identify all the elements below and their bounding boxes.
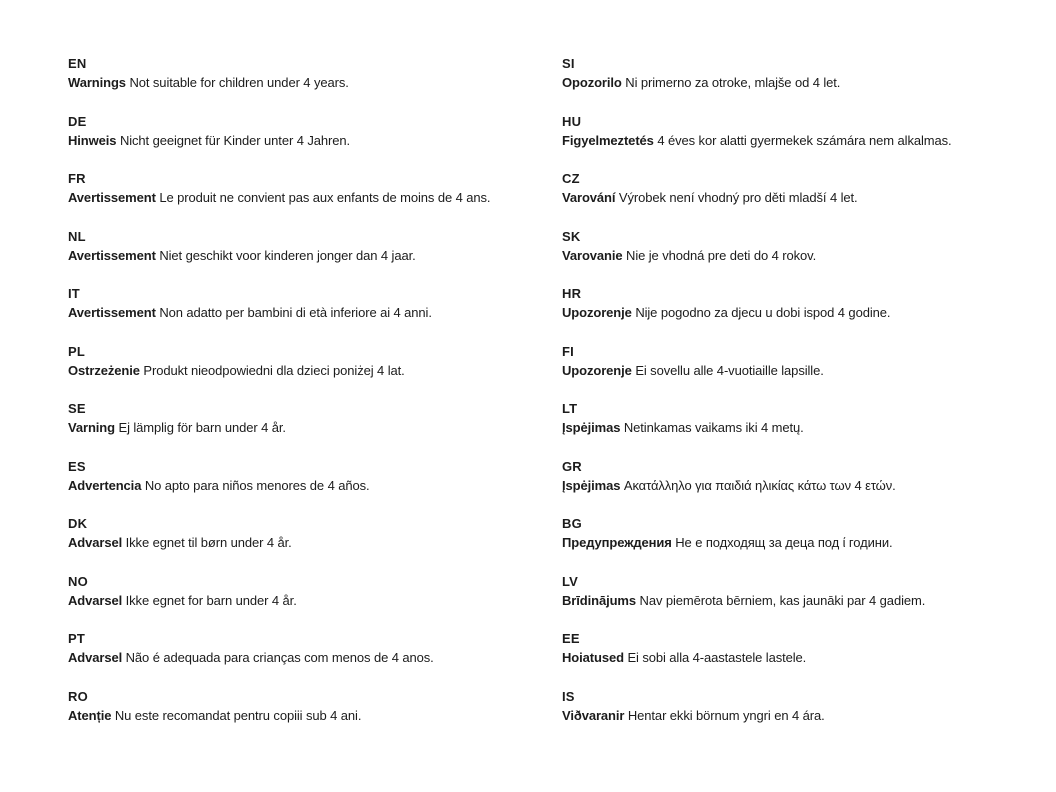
warning-text: Not suitable for children under 4 years. (129, 75, 349, 90)
warnings-column-right (562, 54, 1052, 744)
warning-text: Nicht geeignet für Kinder unter 4 Jahren. (119, 132, 350, 148)
warning-line (562, 303, 1052, 322)
warning-label: Avertissement (68, 305, 156, 320)
language-code: DK (68, 516, 88, 531)
language-code: NL (68, 228, 86, 244)
warning-text: Výrobek není vhodný pro děti mladší 4 let. (618, 190, 858, 205)
warning-label: Ostrzeżenie (68, 362, 140, 378)
warning-entry (68, 342, 558, 380)
warning-entry (562, 169, 1052, 207)
warning-line (562, 73, 1052, 92)
language-code: LV (562, 573, 579, 589)
warning-label: Avertissement (68, 190, 156, 205)
warning-label: Figyelmeztetés (562, 132, 654, 148)
warning-line (68, 706, 558, 725)
warning-text: Hentar ekki börnum yngri en 4 ára. (627, 707, 825, 723)
warning-label: Advarsel (68, 650, 123, 665)
warning-text: Le produit ne convient pas aux enfants de moins de 4 ans. (159, 190, 491, 205)
warning-label: Varování (562, 190, 616, 205)
language-code: PL (68, 343, 86, 359)
warning-line (68, 73, 558, 92)
language-code: GR (562, 458, 582, 474)
language-code: LT (562, 401, 578, 416)
warning-entry (562, 227, 1052, 265)
warning-line (562, 476, 1052, 495)
warning-line (68, 418, 558, 437)
warning-entry (68, 629, 558, 667)
warning-entry (562, 457, 1052, 495)
language-code: SE (68, 401, 86, 416)
warning-line (562, 246, 1052, 265)
warning-label: Varning (68, 420, 115, 435)
warning-text: Nije pogodno za djecu u dobi ispod 4 godine. (635, 305, 891, 320)
language-code: HU (562, 113, 582, 129)
language-code: FR (68, 171, 86, 186)
warning-line (562, 706, 1052, 725)
warning-entry (562, 284, 1052, 322)
warning-label: Atenție (68, 707, 112, 723)
warning-entry (68, 169, 558, 207)
language-code: FI (562, 343, 574, 359)
warning-label: Hoiatused (562, 650, 624, 665)
warning-entry (562, 112, 1052, 150)
language-code: ES (68, 458, 86, 474)
warning-entry (68, 227, 558, 265)
warning-entry (68, 457, 558, 495)
warning-entry (68, 514, 558, 552)
warning-text: Ikke egnet til børn under 4 år. (125, 535, 292, 550)
language-code: IS (562, 688, 575, 704)
language-code: BG (562, 516, 582, 531)
warning-label: Advarsel (68, 535, 123, 550)
language-code: EN (68, 56, 87, 71)
language-code: DE (68, 113, 87, 129)
warning-entry (562, 342, 1052, 380)
warning-entry (68, 284, 558, 322)
warning-line (68, 533, 558, 552)
warning-entry (562, 54, 1052, 92)
warning-label: Hinweis (68, 132, 117, 148)
language-code: NO (68, 573, 88, 589)
warning-line (68, 303, 558, 322)
warning-label: Opozorilo (562, 75, 622, 90)
warning-text: Nav piemērota bērniem, kas jaunāki par 4 gadiem. (639, 592, 926, 608)
warning-line (68, 591, 558, 610)
warning-line (68, 246, 558, 265)
warning-line (562, 591, 1052, 610)
warning-line (68, 361, 558, 380)
warning-label: Advarsel (68, 592, 123, 608)
warning-line (562, 418, 1052, 437)
language-code: SI (562, 56, 575, 71)
warning-text: Nie je vhodná pre deti do 4 rokov. (626, 247, 817, 263)
warning-entry (68, 687, 558, 725)
warning-line (68, 648, 558, 667)
warning-label: Upozorenje (562, 362, 632, 378)
warning-line (562, 648, 1052, 667)
warning-entry (68, 399, 558, 437)
warning-text: Ακατάλληλο για παιδιά ηλικίας κάτω των 4 ετών. (623, 477, 896, 493)
warning-label: Įspėjimas (562, 477, 621, 493)
warning-label: Varovanie (562, 247, 623, 263)
warning-line (562, 188, 1052, 207)
warning-text: Netinkamas vaikams iki 4 metų. (623, 420, 804, 435)
warning-line (562, 533, 1052, 552)
warning-text: Ei sobi alla 4-aastastele lastele. (627, 650, 807, 665)
warning-entry (562, 687, 1052, 725)
warning-entry (68, 112, 558, 150)
warning-line (562, 131, 1052, 150)
warning-line (562, 361, 1052, 380)
warning-label: Brīdinājums (562, 592, 637, 608)
warning-text: Ikke egnet for barn under 4 år. (125, 592, 297, 608)
warning-line (68, 476, 558, 495)
language-code: EE (562, 631, 580, 646)
warning-entry (562, 629, 1052, 667)
warning-entry (68, 572, 558, 610)
warning-line (68, 131, 558, 150)
warning-text: 4 éves kor alatti gyermekek számára nem alkalmas. (657, 132, 952, 148)
warning-text: Не е подходящ за деца под ί години. (675, 535, 893, 550)
language-code: CZ (562, 171, 580, 186)
warning-text: Ni primerno za otroke, mlajše od 4 let. (625, 75, 841, 90)
warning-text: Ei sovellu alle 4-vuotiaille lapsille. (635, 362, 824, 378)
warning-label: Warnings (68, 75, 126, 90)
warning-label: Предупреждения (562, 535, 672, 550)
warning-label: Avertissement (68, 247, 156, 263)
warning-label: Upozorenje (562, 305, 632, 320)
warnings-column-left (68, 54, 558, 744)
warning-entry (562, 514, 1052, 552)
warning-line (68, 188, 558, 207)
warning-text: Nu este recomandat pentru copiii sub 4 ani. (114, 707, 362, 723)
warning-label: Advertencia (68, 477, 142, 493)
language-code: RO (68, 688, 88, 704)
warning-text: Non adatto per bambini di età inferiore ai 4 anni. (159, 305, 432, 320)
warning-text: Produkt nieodpowiedni dla dzieci poniżej 4 lat. (143, 362, 405, 378)
language-code: IT (68, 286, 80, 301)
warning-entry (562, 572, 1052, 610)
language-code: SK (562, 228, 581, 244)
warning-entry (68, 54, 558, 92)
warning-label: Įspėjimas (562, 420, 621, 435)
warning-text: Ej lämplig för barn under 4 år. (118, 420, 286, 435)
language-code: PT (68, 631, 86, 646)
language-code: HR (562, 286, 582, 301)
warning-label: Viðvaranir (562, 707, 625, 723)
warning-text: Não é adequada para crianças com menos de 4 anos. (125, 650, 434, 665)
warning-text: Niet geschikt voor kinderen jonger dan 4 jaar. (159, 247, 416, 263)
warning-entry (562, 399, 1052, 437)
warning-text: No apto para niños menores de 4 años. (144, 477, 370, 493)
